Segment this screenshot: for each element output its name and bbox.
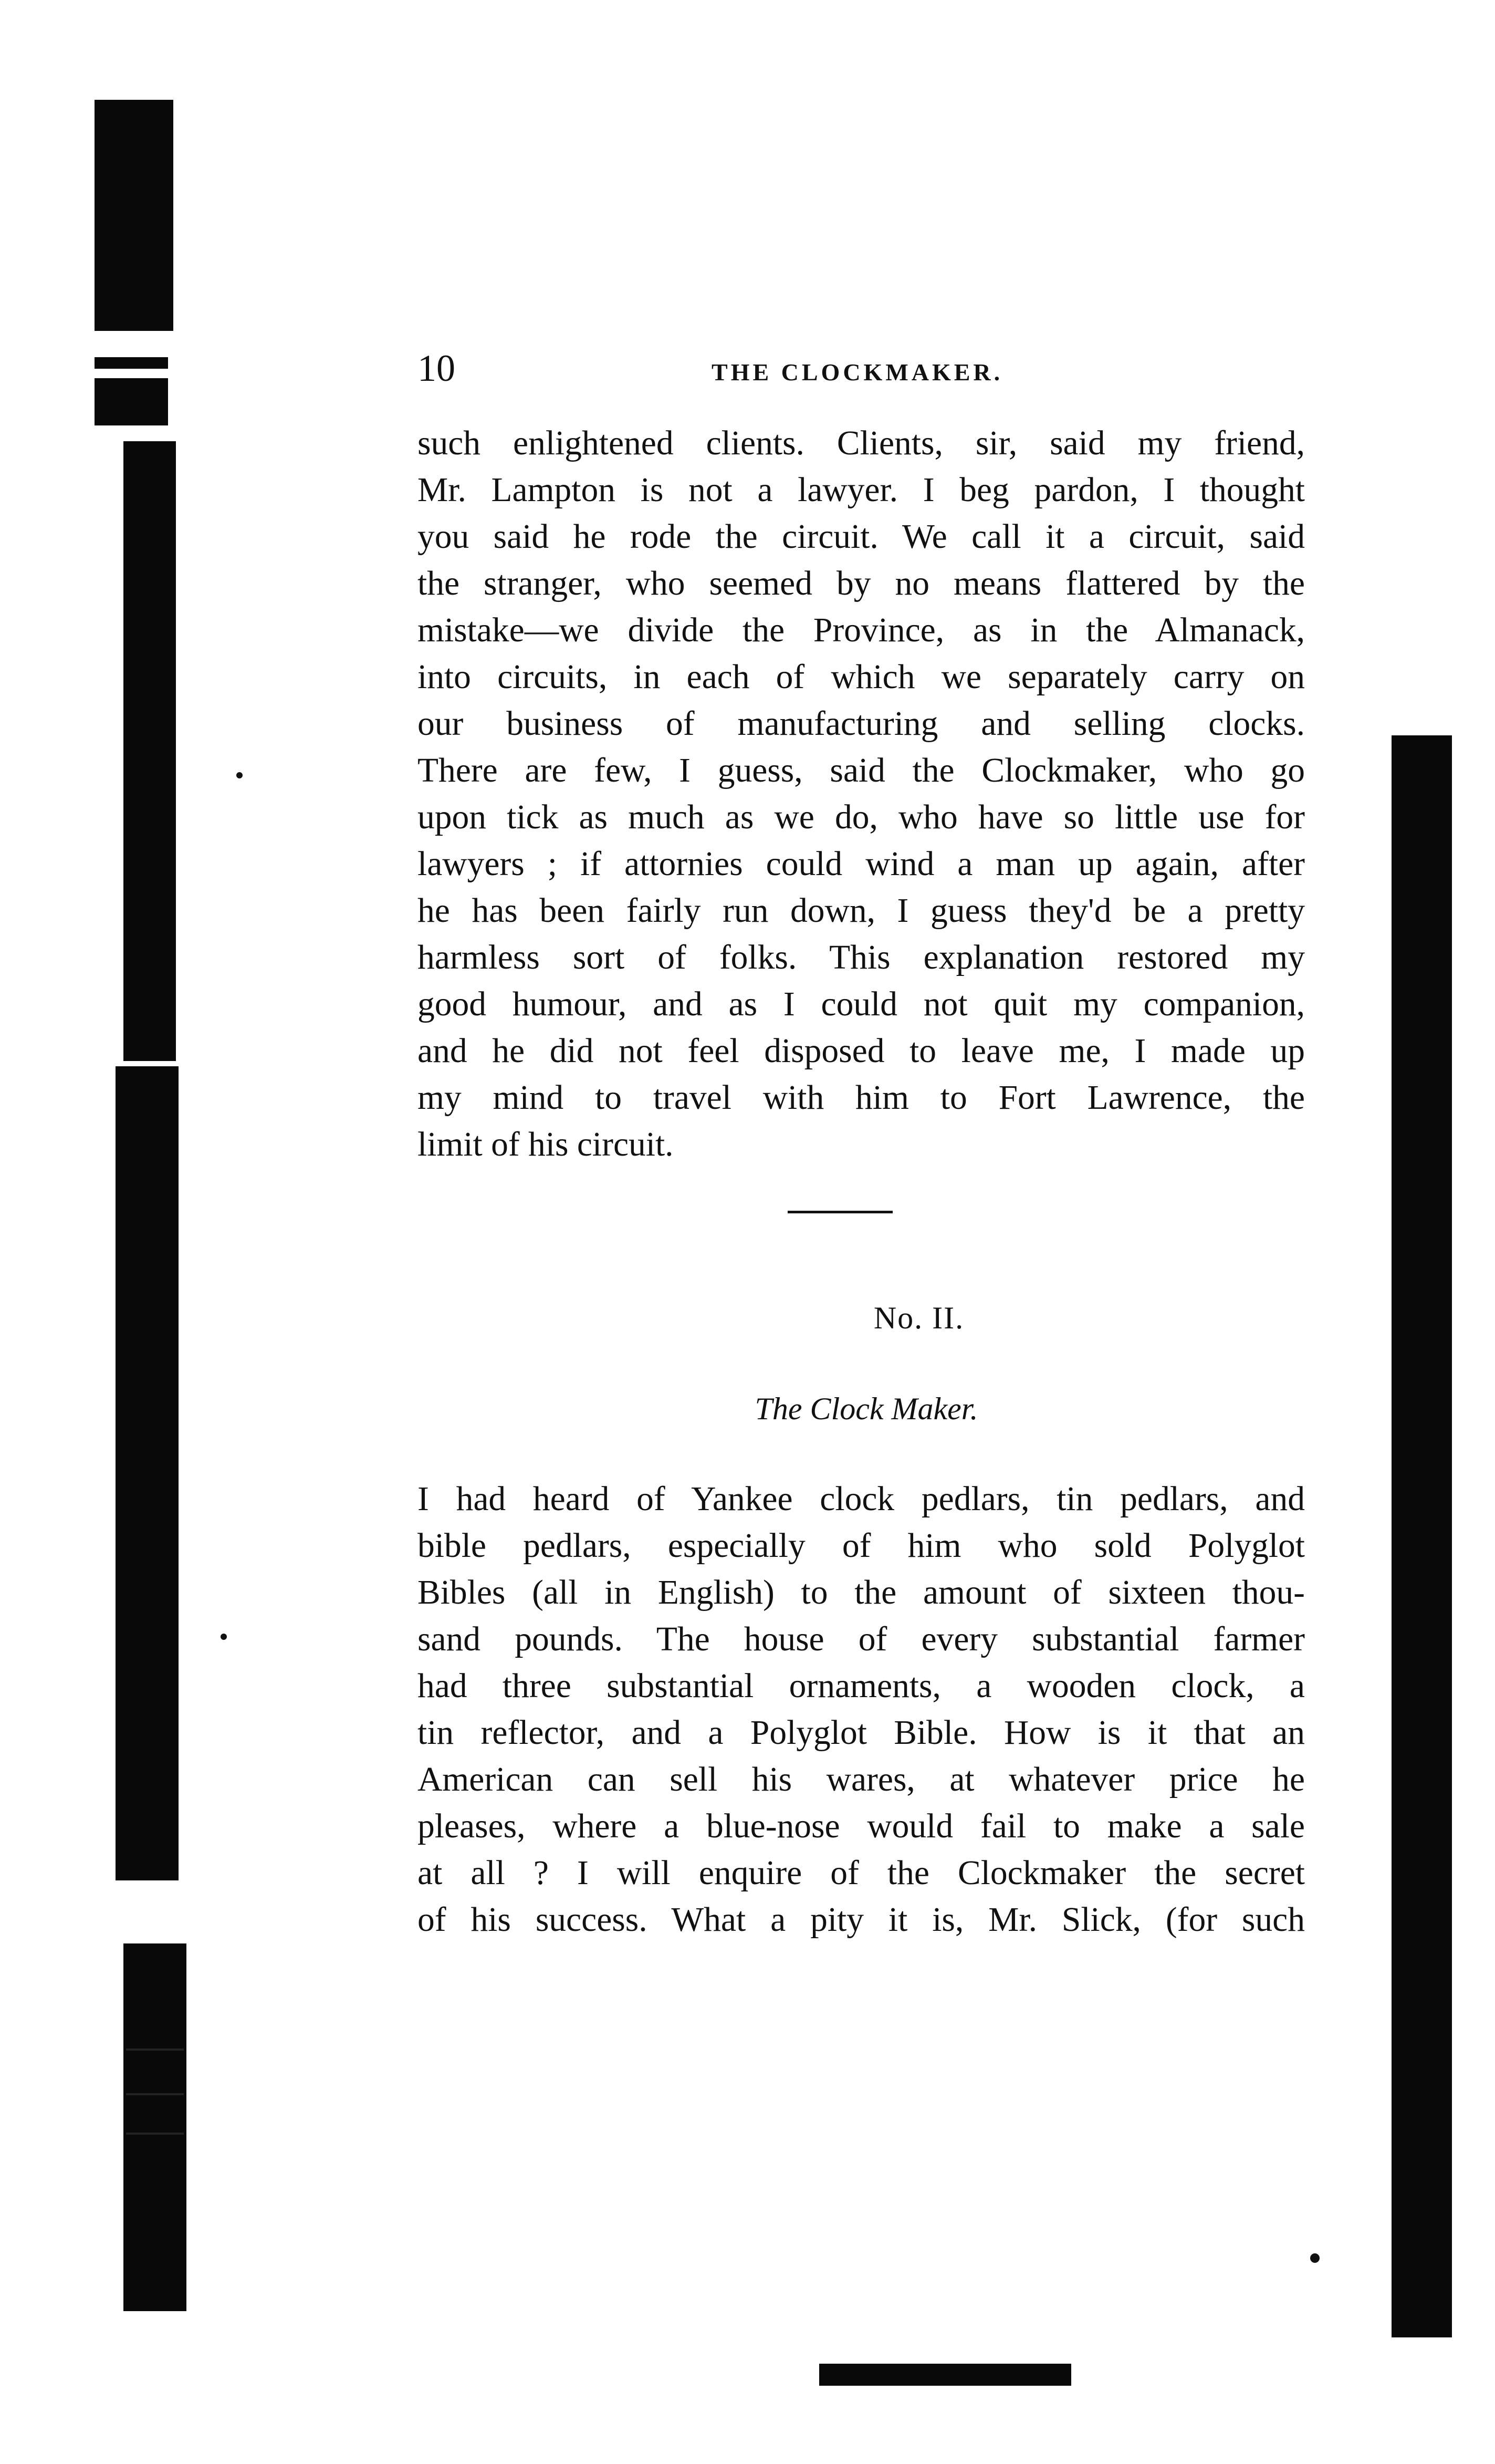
text-line: of his success. What a pity it is, Mr. Slick, (for such bbox=[417, 1901, 1305, 1939]
text-line: mistake—we divide the Province, as in the Almanack, bbox=[417, 611, 1305, 649]
scan-edge-shadow bbox=[95, 357, 168, 369]
section-number: No. II. bbox=[873, 1301, 965, 1335]
section-divider bbox=[788, 1211, 893, 1213]
text-line: limit of his circuit. bbox=[417, 1126, 674, 1163]
text-line: you said he rode the circuit. We call it a circuit, said bbox=[417, 518, 1305, 556]
text-line: such enlightened clients. Clients, sir, said my friend, bbox=[417, 424, 1305, 462]
scan-edge-shadow bbox=[819, 2364, 1071, 2386]
text-line: bible pedlars, especially of him who sold Polyglot bbox=[417, 1527, 1305, 1565]
scan-edge-line bbox=[126, 2133, 184, 2135]
running-head bbox=[417, 347, 1310, 394]
text-line: I had heard of Yankee clock pedlars, tin pedlars, and bbox=[417, 1480, 1305, 1518]
text-line: lawyers ; if attornies could wind a man up again, after bbox=[417, 845, 1305, 883]
text-line: pleases, where a blue-nose would fail to make a sale bbox=[417, 1807, 1305, 1845]
text-line: and he did not feel disposed to leave me, I made up bbox=[417, 1032, 1305, 1070]
scan-edge-shadow bbox=[95, 100, 173, 331]
scan-edge-shadow bbox=[95, 378, 168, 425]
scan-edge-line bbox=[126, 2093, 184, 2095]
text-line: tin reflector, and a Polyglot Bible. How is it that an bbox=[417, 1714, 1305, 1752]
text-line: There are few, I guess, said the Clockmaker, who go bbox=[417, 752, 1305, 789]
running-title: THE CLOCKMAKER. bbox=[712, 359, 1003, 386]
text-line: he has been fairly run down, I guess they'd be a pretty bbox=[417, 892, 1305, 930]
scan-edge-shadow bbox=[123, 441, 176, 1061]
paragraph bbox=[417, 420, 1305, 1168]
scan-edge-shadow bbox=[123, 1943, 186, 2311]
scan-edge-shadow bbox=[116, 1066, 179, 1880]
text-line: Bibles (all in English) to the amount of sixteen thou- bbox=[417, 1574, 1305, 1612]
scan-speck bbox=[1310, 2253, 1320, 2263]
text-line: upon tick as much as we do, who have so little use for bbox=[417, 798, 1305, 836]
paragraph bbox=[417, 1476, 1305, 1943]
scan-speck bbox=[236, 772, 243, 778]
scan-edge-shadow bbox=[1392, 735, 1452, 2337]
text-line: American can sell his wares, at whatever price he bbox=[417, 1761, 1305, 1798]
text-line: sand pounds. The house of every substantial farmer bbox=[417, 1620, 1305, 1658]
text-line: my mind to travel with him to Fort Lawrence, the bbox=[417, 1079, 1305, 1117]
text-line: our business of manufacturing and selling clocks. bbox=[417, 705, 1305, 743]
text-line: into circuits, in each of which we separately carry on bbox=[417, 658, 1305, 696]
text-line: the stranger, who seemed by no means flattered by the bbox=[417, 565, 1305, 602]
section-title: The Clock Maker. bbox=[755, 1391, 978, 1426]
page-number: 10 bbox=[417, 347, 455, 389]
scan-speck bbox=[221, 1634, 227, 1640]
text-line: at all ? I will enquire of the Clockmaker the secret bbox=[417, 1854, 1305, 1892]
text-line: good humour, and as I could not quit my companion, bbox=[417, 985, 1305, 1023]
scan-edge-line bbox=[126, 2049, 184, 2051]
text-line: harmless sort of folks. This explanation restored my bbox=[417, 939, 1305, 976]
text-line: had three substantial ornaments, a wooden clock, a bbox=[417, 1667, 1305, 1705]
text-line: Mr. Lampton is not a lawyer. I beg pardon, I thought bbox=[417, 471, 1305, 509]
